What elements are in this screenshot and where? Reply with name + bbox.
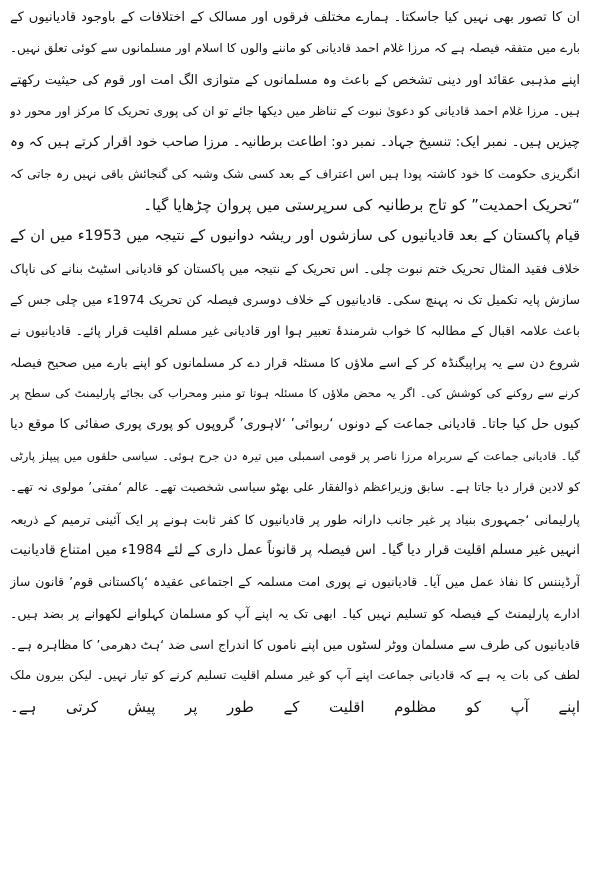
text-line: “تحریک احمدیت” کو تاج برطانیہ کی سرپرستی میں پروان چڑھایا گیا۔	[143, 196, 580, 215]
text-line	[10, 723, 580, 754]
paragraph-1	[10, 2, 580, 221]
text-line: باعث علامہ اقبال کے مطالبہ کا خواب شرمندۂ تعبیر ہوا اور قادیانی غیر مسلم اقلیت قرار پائے۔ قادیانیوں نے	[10, 323, 580, 339]
text-line: سازش پایہ تکمیل تک نہ پہنچ سکی۔ قادیانیوں کے خلاف دوسری فیصلہ کن تحریک 1974ء میں چلی جس کے	[10, 292, 580, 308]
text-line: کیوں حل کیا جاتا۔ قادیانی جماعت کے دونوں ‘ربوائی’ ‘لاہوری’ گروپوں کو پوری پوری صفائی کا موقع دیا	[10, 417, 580, 433]
text-line: کرنے سے روکنے کی کوشش کی۔ اگر یہ محض ملاؤں کا مسئلہ ہوتا تو منبر ومحراب کی بجائے پارلیمنٹ کی سطح پر	[10, 386, 580, 401]
text-line: شروع دن سے یہ پراپیگنڈہ کر کے اسے ملاؤں کا مسئلہ قرار دے کر مسلمانوں کو اپنے بارے میں صحیح فیصلہ	[10, 354, 580, 370]
text-line: ان کا تصور بھی نہیں کیا جاسکتا۔ ہمارے مختلف فرقوں اور مسالک کے اختلافات کے باوجود قادیانیوں کے	[10, 10, 580, 25]
text-line: انہیں غیر مسلم اقلیت قرار دیا گیا۔ اس فیصلہ پر قانوناً عمل داری کے لئے 1984ء میں امتناع قادیانیت	[10, 541, 580, 558]
text-line: قیام پاکستان کے بعد قادیانیوں کی سازشوں اور ریشہ دوانیوں کے نتیجہ میں 1953ء میں ان کے	[10, 228, 580, 245]
text-line: ہیں۔ مرزا غلام احمد قادیانی کو دعویٰ نبوت کے تناظر میں دیکھا جائے تو ان کی پوری تحریک کا مرکز اور محور دو	[10, 104, 580, 119]
text-line: اپنے آپ کو مظلوم اقلیت کے طور پر پیش کرتی ہے۔	[10, 697, 580, 716]
text-line: بارے میں متفقہ فیصلہ ہے کہ مرزا غلام احمد قادیانی کو ماننے والوں کا اسلام اور مسلمانوں سے کوئی تعلق نہیں۔	[10, 41, 580, 56]
text-line: لطف کی بات یہ ہے کہ قادیانی جماعت اپنے آپ کو غیر مسلم اقلیت تسلیم کرنے کو تیار نہیں۔ لیکن بیرون ملک	[10, 668, 580, 683]
text-line: ادارے پارلیمنٹ کے فیصلہ کو تسلیم نہیں کیا۔ ابھی تک یہ اپنے آپ کو مسلمان کہلوانے لکھوانے پر بضد ہیں۔	[10, 605, 580, 621]
text-line: پارلیمانی ‘جمہوری بنیاد پر غیر جانب دارانہ طور پر قادیانیوں کا کفر ثابت ہونے پر ایک آئینی ترمیم کے ذریعہ	[10, 511, 580, 527]
text-line: آرڈیننس کا نفاذ عمل میں آیا۔ قادیانیوں نے پوری امت مسلمہ کے اجتماعی عقیدہ ‘پاکستانی قوم’ قانون ساز	[10, 574, 580, 590]
text-line: انگریزی حکومت کا خود کاشتہ پودا ہیں اس اعتراف کے بعد کسی شک وشبہ کی گنجائش باقی نہیں رہ جاتی کہ	[10, 166, 580, 181]
text-line: چیزیں ہیں۔ نمبر ایک: تنسیخ جہاد۔ نمبر دو: اطاعت برطانیہ۔ مرزا صاحب خود اقرار کرتے ہیں کہ وہ	[10, 134, 580, 151]
text-line: اپنے مذہبی عقائد اور دینی تشخص کے باعث وہ مسلمانوں کے متوازی الگ امت اور قوم کی حیثیت رکھتے	[10, 72, 580, 88]
text-line: قادیانیوں کی طرف سے مسلمان ووٹر لسٹوں میں اپنے ناموں کا اندراج اسی ضد ‘ہٹ دھرمی’ کا مظاہرہ ہے۔	[10, 636, 580, 652]
paragraph-2	[10, 221, 580, 754]
text-line: گیا۔ قادیانی جماعت کے سربراہ مرزا ناصر پر قومی اسمبلی میں تیرہ دن جرح ہوئی۔ سیاسی حلقوں میں پیپلز پارٹی	[10, 448, 580, 463]
text-line: خلاف فقید المثال تحریک ختم نبوت چلی۔ اس تحریک کے نتیجہ میں پاکستان کو قادیانی اسٹیٹ بنانے کی ناپاک	[10, 260, 580, 276]
text-line: کو لادین قرار دیا جاتا ہے۔ سابق وزیراعظم ذوالفقار علی بھٹو سیاسی شخصیت تھے۔ عالم ‘مفتی’ مولوی نہ تھے۔	[10, 480, 580, 495]
